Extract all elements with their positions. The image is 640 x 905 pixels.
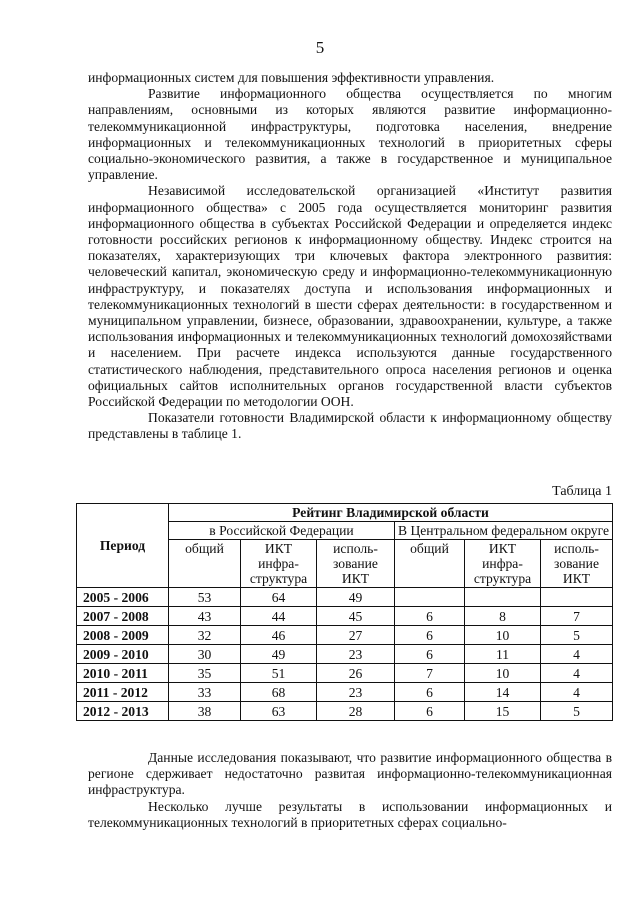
subheader-ikt-infra: ИКТ инфра-структура <box>465 540 541 588</box>
subheader-ikt-use: исполь-зование ИКТ <box>317 540 395 588</box>
cell-rf-use: 49 <box>317 588 395 607</box>
table-row <box>77 645 613 664</box>
cell-cfo-use <box>541 588 613 607</box>
subheader-ikt-infra: ИКТ инфра-структура <box>241 540 317 588</box>
cell-rf-use: 23 <box>317 645 395 664</box>
cell-cfo-use: 4 <box>541 664 613 683</box>
paragraph: Развитие информационного общества осуществляется по многим направлениям, основными из которых являются развитие информационно-телекоммуникационной инфраструктуры, подготовка населения, внедрение информационных и телекоммуникационных технологий в приоритетных сферы социально-экономического развития, а также в государственное и муниципальное управление. <box>88 86 612 183</box>
rating-header: Рейтинг Владимирской области <box>169 504 613 522</box>
cell-rf-total: 53 <box>169 588 241 607</box>
table-row <box>77 664 613 683</box>
ratings-table <box>76 503 613 721</box>
cell-rf-use: 45 <box>317 607 395 626</box>
cell-cfo-infra: 8 <box>465 607 541 626</box>
cell-period: 2010 - 2011 <box>77 664 169 683</box>
group-header-cfo: В Центральном федеральном округе <box>395 522 613 540</box>
body-text-top <box>88 70 612 443</box>
subheader-total: общий <box>169 540 241 588</box>
cell-cfo-use: 4 <box>541 645 613 664</box>
cell-cfo-infra: 10 <box>465 626 541 645</box>
cell-rf-infra: 64 <box>241 588 317 607</box>
cell-rf-infra: 46 <box>241 626 317 645</box>
cell-rf-total: 32 <box>169 626 241 645</box>
cell-rf-infra: 49 <box>241 645 317 664</box>
table-row <box>77 588 613 607</box>
cell-cfo-infra: 15 <box>465 702 541 721</box>
cell-cfo-infra <box>465 588 541 607</box>
cell-rf-total: 33 <box>169 683 241 702</box>
cell-cfo-total: 7 <box>395 664 465 683</box>
table-row <box>77 607 613 626</box>
cell-cfo-use: 4 <box>541 683 613 702</box>
paragraph: Показатели готовности Владимирской области к информационному обществу представлены в таблице 1. <box>88 410 612 442</box>
body-text-bottom <box>88 750 612 831</box>
cell-rf-total: 38 <box>169 702 241 721</box>
paragraph: Данные исследования показывают, что развитие информационного общества в регионе сдерживает недостаточно развитая информационно-телекоммуникационная инфраструктура. <box>88 750 612 798</box>
paragraph: Несколько лучше результаты в использовании информационных и телекоммуникационных технологий в приоритетных сферах социально- <box>88 798 612 830</box>
cell-rf-use: 26 <box>317 664 395 683</box>
cell-rf-total: 43 <box>169 607 241 626</box>
group-header-rf: в Российской Федерации <box>169 522 395 540</box>
cell-cfo-total: 6 <box>395 607 465 626</box>
cell-cfo-use: 5 <box>541 702 613 721</box>
cell-period: 2009 - 2010 <box>77 645 169 664</box>
cell-cfo-infra: 11 <box>465 645 541 664</box>
cell-cfo-use: 7 <box>541 607 613 626</box>
cell-cfo-total: 6 <box>395 645 465 664</box>
cell-cfo-total <box>395 588 465 607</box>
cell-cfo-total: 6 <box>395 702 465 721</box>
period-header: Период <box>77 504 169 588</box>
cell-rf-use: 23 <box>317 683 395 702</box>
cell-rf-infra: 51 <box>241 664 317 683</box>
cell-rf-total: 35 <box>169 664 241 683</box>
cell-rf-use: 28 <box>317 702 395 721</box>
cell-period: 2012 - 2013 <box>77 702 169 721</box>
table-caption: Таблица 1 <box>552 484 612 499</box>
cell-rf-use: 27 <box>317 626 395 645</box>
table-row <box>77 683 613 702</box>
cell-rf-infra: 44 <box>241 607 317 626</box>
paragraph: информационных систем для повышения эффективности управления. <box>88 70 495 85</box>
table-row <box>77 702 613 721</box>
cell-period: 2008 - 2009 <box>77 626 169 645</box>
table-row <box>77 626 613 645</box>
cell-period: 2011 - 2012 <box>77 683 169 702</box>
cell-cfo-total: 6 <box>395 683 465 702</box>
page-number: 5 <box>315 38 325 57</box>
cell-period: 2007 - 2008 <box>77 607 169 626</box>
cell-cfo-total: 6 <box>395 626 465 645</box>
cell-rf-total: 30 <box>169 645 241 664</box>
subheader-total: общий <box>395 540 465 588</box>
cell-cfo-use: 5 <box>541 626 613 645</box>
cell-cfo-infra: 14 <box>465 683 541 702</box>
cell-rf-infra: 63 <box>241 702 317 721</box>
cell-cfo-infra: 10 <box>465 664 541 683</box>
cell-rf-infra: 68 <box>241 683 317 702</box>
paragraph: Независимой исследовательской организацией «Институт развития информационного общества» с 2005 года осуществляется мониторинг развития информационного общества в субъектах Российской Федерации и определяется индекс готовности российских регионов к информационному обществу. Индекс строится на показателях, характеризующих три ключевых фактора электронного развития: человеческий капитал, экономическую среду и информационно-телекоммуникационную инфраструктуру, и показателях доступа и использования информационных и телекоммуникационных технологий в шести сферах деятельности: в государственном и муниципальном управлении, бизнесе, образовании, здравоохранении, культуре, а также использования информационных и телекоммуникационных технологий домохозяйствами и населением. При расчете индекса используются данные государственного статистического наблюдения, представительного опроса населения регионов и оценка официальных сайтов исполнительных органов государственной власти субъектов Российской Федерации по методологии ООН. <box>88 183 612 410</box>
cell-period: 2005 - 2006 <box>77 588 169 607</box>
subheader-ikt-use: исполь-зование ИКТ <box>541 540 613 588</box>
